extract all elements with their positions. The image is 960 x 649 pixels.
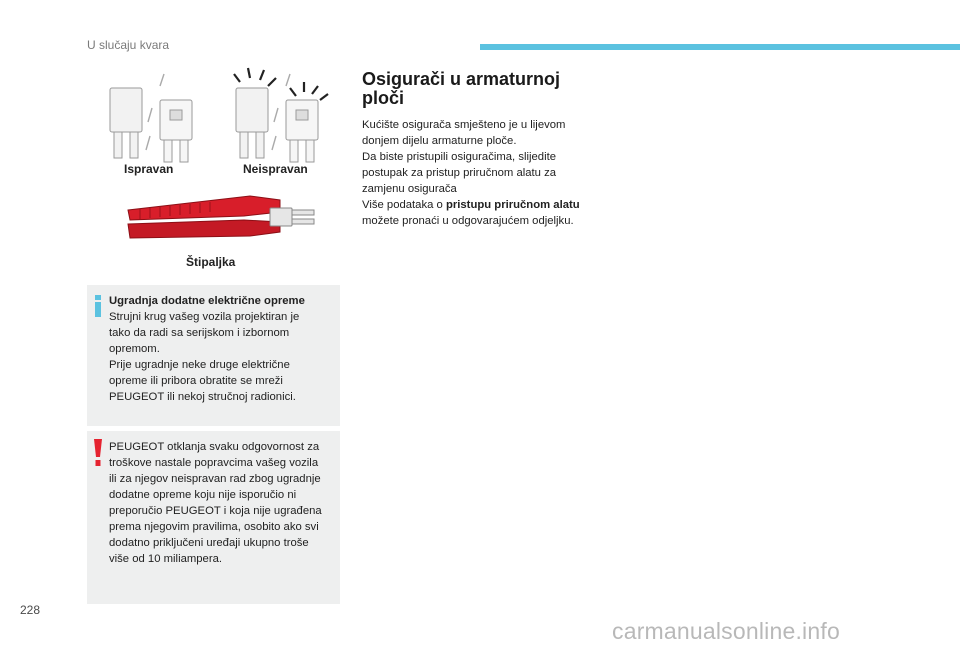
section-title-line: Osigurači u armaturnoj xyxy=(362,69,561,89)
page-number: 228 xyxy=(20,603,41,617)
info-line: Prije ugradnje neke druge električne xyxy=(109,359,290,371)
warning-line: dodatne opreme koju nije isporučio ni xyxy=(109,489,297,501)
warning-icon xyxy=(93,439,103,467)
reference-link-text: pristupu priručnom alatu xyxy=(445,199,580,211)
section-line: postupak za pristup priručnom alatu za xyxy=(362,167,557,179)
fuse-tongs-caption: Štipaljka xyxy=(186,255,236,269)
info-icon xyxy=(95,295,101,317)
info-line: Strujni krug vašeg vozila projektiran je xyxy=(109,311,300,323)
info-box-text xyxy=(109,293,334,405)
info-box xyxy=(87,285,340,426)
warning-line: prema njegovim pravilima, osobito ako svi xyxy=(109,521,319,533)
header-bar xyxy=(480,44,960,50)
ok-fuse-caption: Ispravan xyxy=(124,162,174,176)
tongs-lower-arm xyxy=(128,220,280,238)
ok-fuse-back xyxy=(110,88,142,158)
bad-fuse-caption: Neispravan xyxy=(243,162,308,176)
reference-prefix: Više podataka o xyxy=(362,199,446,211)
warning-box-text xyxy=(109,439,334,567)
section-line: donjem dijelu armaturne ploče. xyxy=(362,135,517,147)
section-line-reference xyxy=(362,197,624,213)
section-title-line: ploči xyxy=(362,88,405,108)
tongs-upper-arm xyxy=(128,196,280,220)
section-body xyxy=(362,117,624,229)
warning-line: preporučio PEUGEOT i koja nije ugrađena xyxy=(109,505,322,517)
info-line: PEUGEOT ili nekoj stručnoj radionici. xyxy=(109,391,296,403)
info-line: tako da radi sa serijskom i izbornom xyxy=(109,327,290,339)
fuse-tongs-illustration xyxy=(120,190,320,250)
section-line: Kućište osigurača smješteno je u lijevom xyxy=(362,119,566,131)
info-line: opreme ili pribora obratite se mreži xyxy=(109,375,283,387)
section-line: možete pronaći u odgovarajućem odjeljku. xyxy=(362,215,574,227)
info-box-title: Ugradnja dodatne električne opreme xyxy=(109,295,305,307)
bad-fuse-front xyxy=(286,100,318,162)
warning-line: troškove nastale popravcima vašeg vozila xyxy=(109,457,319,469)
watermark: carmanualsonline.info xyxy=(612,618,840,644)
warning-box xyxy=(87,431,340,604)
warning-line: dodatno priključeni uređaji ukupno troše xyxy=(109,537,309,549)
warning-line: ili za njegov neispravan rad zbog ugradnje xyxy=(109,473,321,485)
section-line: Da biste pristupili osiguračima, slijedite xyxy=(362,151,557,163)
bad-fuse-back xyxy=(236,88,268,158)
warning-line: PEUGEOT otklanja svaku odgovornost za xyxy=(109,441,320,453)
held-fuse xyxy=(270,208,314,226)
info-line: opremom. xyxy=(109,343,160,355)
page-header-section: U slučaju kvara xyxy=(87,38,170,52)
ok-fuse-front xyxy=(160,100,192,162)
section-title xyxy=(362,70,602,108)
warning-line: više od 10 miliampera. xyxy=(109,553,223,565)
section-line: zamjenu osigurača xyxy=(362,183,457,195)
fuses-illustration xyxy=(100,66,330,164)
